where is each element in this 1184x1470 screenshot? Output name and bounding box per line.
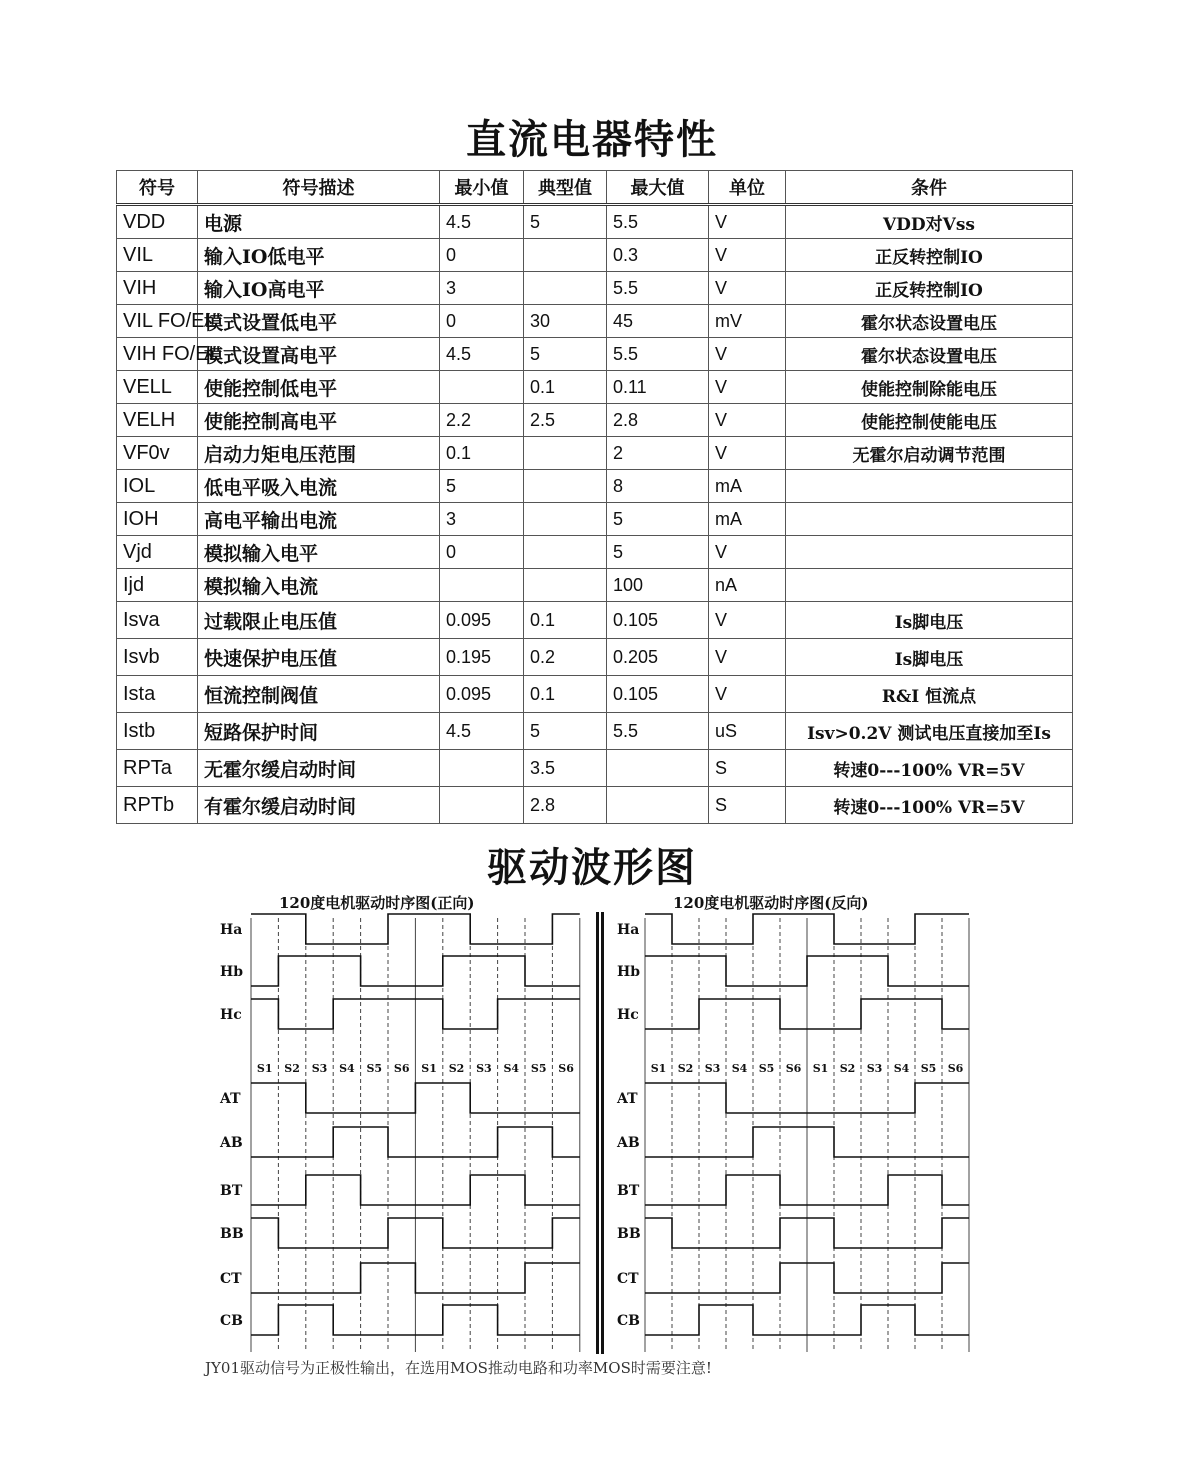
cell-desc: 无霍尔缓启动时间	[198, 750, 440, 787]
reverse-signal-label-hc: Hc	[617, 1007, 639, 1023]
cell-cond: R&I 恒流点	[786, 676, 1073, 713]
cell-cond: 无霍尔启动调节范围	[786, 437, 1073, 470]
forward-step-label: S5	[530, 1062, 547, 1075]
header-typ: 典型值	[524, 171, 607, 205]
cell-cond: 转速0---100% VR=5V	[786, 787, 1073, 824]
cell-desc: 低电平吸入电流	[198, 470, 440, 503]
header-unit: 单位	[709, 171, 786, 205]
cell-desc: 恒流控制阀值	[198, 676, 440, 713]
forward-step-label: S3	[476, 1062, 492, 1075]
reverse-waveform-hb	[645, 956, 969, 986]
cell-cond: VDD对Vss	[786, 205, 1073, 239]
reverse-step-label: S6	[785, 1062, 802, 1075]
cell-min: 4.5	[440, 205, 524, 239]
cell-max: 5	[607, 536, 709, 569]
reverse-step-label: S2	[839, 1062, 856, 1075]
cell-max: 2.8	[607, 404, 709, 437]
cell-sym: Isva	[117, 602, 198, 639]
cell-desc: 使能控制低电平	[198, 371, 440, 404]
cell-max: 2	[607, 437, 709, 470]
cell-unit: mA	[709, 470, 786, 503]
cell-unit: nA	[709, 569, 786, 602]
cell-sym: RPTa	[117, 750, 198, 787]
reverse-step-label: S3	[866, 1062, 883, 1075]
cell-sym: RPTb	[117, 787, 198, 824]
cell-typ: 0.1	[524, 371, 607, 404]
cell-cond: 霍尔状态设置电压	[786, 338, 1073, 371]
cell-typ: 2.8	[524, 787, 607, 824]
cell-sym: Ijd	[117, 569, 198, 602]
cell-unit: V	[709, 205, 786, 239]
cell-min: 3	[440, 503, 524, 536]
cell-desc: 模式设置高电平	[198, 338, 440, 371]
cell-sym: VELL	[117, 371, 198, 404]
cell-sym: VDD	[117, 205, 198, 239]
forward-signal-label-ha: Ha	[220, 922, 243, 938]
reverse-signal-label-ha: Ha	[617, 922, 640, 938]
cell-sym: VIL FO/EL	[117, 305, 198, 338]
cell-desc: 使能控制高电平	[198, 404, 440, 437]
forward-step-label: S5	[366, 1062, 383, 1075]
forward-step-label: S2	[284, 1062, 300, 1075]
forward-step-label: S6	[558, 1062, 574, 1075]
cell-min: 0	[440, 305, 524, 338]
cell-cond: 霍尔状态设置电压	[786, 305, 1073, 338]
cell-unit: V	[709, 437, 786, 470]
cell-min: 5	[440, 470, 524, 503]
cell-min: 2.2	[440, 404, 524, 437]
forward-signal-label-hb: Hb	[220, 964, 244, 980]
cell-typ: 5	[524, 205, 607, 239]
forward-signal-label-ab: AB	[220, 1135, 243, 1151]
cell-min: 4.5	[440, 338, 524, 371]
cell-max: 8	[607, 470, 709, 503]
cell-typ: 0.1	[524, 602, 607, 639]
cell-sym: Ista	[117, 676, 198, 713]
spec-section-title: 直流电器特性	[466, 117, 718, 163]
forward-step-label: S3	[311, 1062, 328, 1075]
cell-unit: V	[709, 536, 786, 569]
forward-step-label: S1	[256, 1062, 273, 1075]
cell-cond: Isv>0.2V 测试电压直接加至Is	[786, 713, 1073, 750]
cell-typ: 0.2	[524, 639, 607, 676]
reverse-step-label: S2	[677, 1062, 694, 1075]
reverse-signal-label-bb: BB	[617, 1226, 641, 1242]
footnote: JY01驱动信号为正极性输出，在选用MOS推动电路和功率MOS时需要注意!	[205, 1359, 712, 1377]
cell-cond: Is脚电压	[786, 602, 1073, 639]
cell-unit: V	[709, 639, 786, 676]
cell-max: 0.105	[607, 676, 709, 713]
cell-cond: 使能控制除能电压	[786, 371, 1073, 404]
waveform-section-title: 驱动波形图	[487, 845, 697, 891]
cell-sym: VELH	[117, 404, 198, 437]
forward-signal-label-cb: CB	[220, 1313, 243, 1329]
forward-waveform-ct	[251, 1263, 580, 1293]
cell-min: 0	[440, 239, 524, 272]
cell-desc: 输入IO低电平	[198, 239, 440, 272]
reverse-signal-label-ct: CT	[617, 1271, 639, 1287]
cell-min: 4.5	[440, 713, 524, 750]
cell-cond: Is脚电压	[786, 639, 1073, 676]
header-min: 最小值	[440, 171, 524, 205]
header-condition: 条件	[786, 171, 1073, 205]
cell-cond: 正反转控制IO	[786, 239, 1073, 272]
cell-unit: V	[709, 676, 786, 713]
forward-signal-label-ct: CT	[220, 1271, 242, 1287]
reverse-step-label: S5	[758, 1062, 775, 1075]
cell-typ: 3.5	[524, 750, 607, 787]
cell-desc: 输入IO高电平	[198, 272, 440, 305]
cell-max: 0.205	[607, 639, 709, 676]
forward-waveform-at	[251, 1083, 580, 1113]
cell-unit: mV	[709, 305, 786, 338]
cell-sym: VIL	[117, 239, 198, 272]
reverse-step-label: S3	[704, 1062, 721, 1075]
cell-min: 3	[440, 272, 524, 305]
cell-min: 0.195	[440, 639, 524, 676]
cell-max: 5.5	[607, 713, 709, 750]
reverse-step-label: S1	[812, 1062, 829, 1075]
cell-min: 0.095	[440, 676, 524, 713]
cell-sym: Istb	[117, 713, 198, 750]
forward-step-label: S6	[393, 1062, 410, 1075]
forward-signal-label-hc: Hc	[220, 1007, 242, 1023]
cell-max: 5.5	[607, 338, 709, 371]
header-description: 符号描述	[198, 171, 440, 205]
cell-unit: V	[709, 602, 786, 639]
reverse-step-label: S1	[650, 1062, 667, 1075]
cell-sym: VF0v	[117, 437, 198, 470]
header-max: 最大值	[607, 171, 709, 205]
cell-max: 5.5	[607, 272, 709, 305]
cell-desc: 短路保护时间	[198, 713, 440, 750]
reverse-signal-label-hb: Hb	[617, 964, 641, 980]
cell-unit: S	[709, 787, 786, 824]
cell-typ: 2.5	[524, 404, 607, 437]
reverse-signal-label-bt: BT	[617, 1183, 640, 1199]
cell-cond: 使能控制使能电压	[786, 404, 1073, 437]
cell-sym: IOH	[117, 503, 198, 536]
cell-desc: 电源	[198, 205, 440, 239]
cell-cond: 转速0---100% VR=5V	[786, 750, 1073, 787]
cell-cond: 正反转控制IO	[786, 272, 1073, 305]
cell-unit: V	[709, 272, 786, 305]
cell-sym: Vjd	[117, 536, 198, 569]
cell-sym: VIH	[117, 272, 198, 305]
cell-desc: 快速保护电压值	[198, 639, 440, 676]
reverse-step-label: S4	[893, 1062, 910, 1075]
cell-desc: 模拟输入电流	[198, 569, 440, 602]
cell-sym: Isvb	[117, 639, 198, 676]
cell-max: 0.3	[607, 239, 709, 272]
diagram-separator-bar	[596, 912, 599, 1354]
reverse-step-label: S5	[920, 1062, 937, 1075]
forward-signal-label-at: AT	[220, 1091, 241, 1107]
forward-step-label: S4	[503, 1062, 520, 1075]
cell-desc: 有霍尔缓启动时间	[198, 787, 440, 824]
cell-max: 0.11	[607, 371, 709, 404]
forward-signal-label-bb: BB	[220, 1226, 244, 1242]
cell-min: 0.095	[440, 602, 524, 639]
cell-desc: 高电平输出电流	[198, 503, 440, 536]
header-symbol: 符号	[117, 171, 198, 205]
reverse-signal-label-at: AT	[617, 1091, 638, 1107]
cell-typ: 0.1	[524, 676, 607, 713]
reverse-signal-label-cb: CB	[617, 1313, 640, 1329]
cell-max: 5.5	[607, 205, 709, 239]
cell-unit: V	[709, 239, 786, 272]
cell-unit: V	[709, 371, 786, 404]
reverse-step-label: S4	[731, 1062, 748, 1075]
cell-typ: 5	[524, 713, 607, 750]
reverse-diagram-title: 120度电机驱动时序图(反向)	[673, 894, 869, 912]
cell-min: 0	[440, 536, 524, 569]
forward-step-label: S1	[421, 1062, 437, 1075]
cell-max: 0.105	[607, 602, 709, 639]
cell-min: 0.1	[440, 437, 524, 470]
cell-max: 45	[607, 305, 709, 338]
cell-max: 100	[607, 569, 709, 602]
forward-step-label: S4	[339, 1062, 355, 1075]
reverse-signal-label-ab: AB	[617, 1135, 640, 1151]
cell-sym: VIH FO/EL	[117, 338, 198, 371]
cell-desc: 启动力矩电压范围	[198, 437, 440, 470]
forward-signal-label-bt: BT	[220, 1183, 243, 1199]
cell-typ: 30	[524, 305, 607, 338]
cell-unit: V	[709, 338, 786, 371]
cell-desc: 模拟输入电平	[198, 536, 440, 569]
cell-typ: 5	[524, 338, 607, 371]
reverse-step-label: S6	[947, 1062, 964, 1075]
cell-unit: uS	[709, 713, 786, 750]
cell-desc: 过载限止电压值	[198, 602, 440, 639]
diagram-separator-bar	[601, 912, 604, 1354]
cell-desc: 模式设置低电平	[198, 305, 440, 338]
forward-diagram-title: 120度电机驱动时序图(正向)	[279, 894, 475, 912]
cell-sym: IOL	[117, 470, 198, 503]
forward-step-label: S2	[448, 1062, 465, 1075]
cell-unit: S	[709, 750, 786, 787]
cell-max: 5	[607, 503, 709, 536]
cell-unit: mA	[709, 503, 786, 536]
cell-unit: V	[709, 404, 786, 437]
